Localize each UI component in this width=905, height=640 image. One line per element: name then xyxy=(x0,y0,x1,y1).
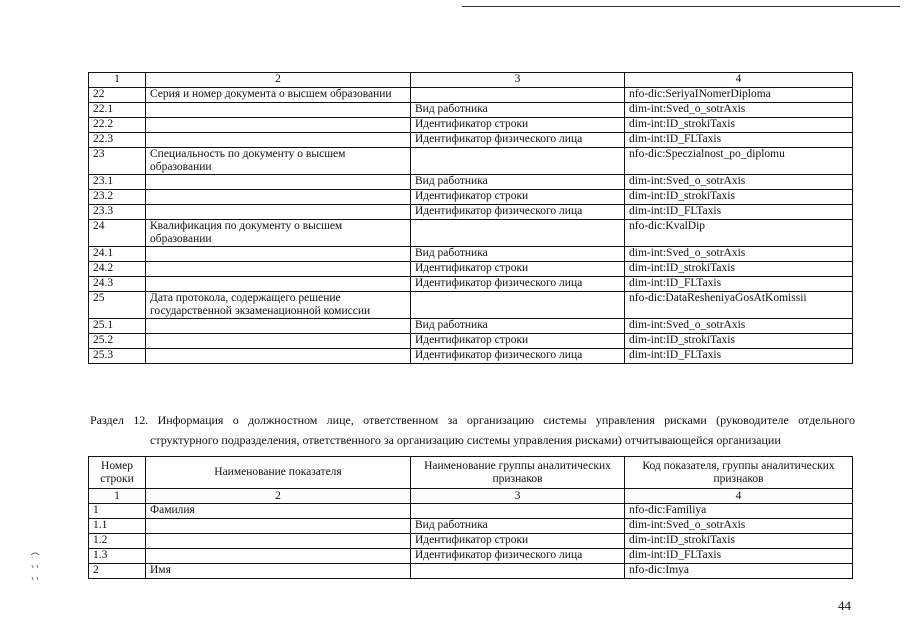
table-row xyxy=(89,519,853,534)
indicator-name-cell xyxy=(146,205,411,220)
row-number-cell: 22.1 xyxy=(89,103,146,118)
row-number-cell: 23 xyxy=(89,148,146,175)
indicator-name-cell xyxy=(146,519,411,534)
scan-artifact-icon xyxy=(28,551,42,587)
code-cell: dim-int:ID_FLTaxis xyxy=(625,205,853,220)
row-number-cell: 22 xyxy=(89,88,146,103)
table1-col-number-2: 2 xyxy=(146,73,411,88)
code-cell: dim-int:Sved_o_sotrAxis xyxy=(625,519,853,534)
table-row xyxy=(89,349,853,364)
table-row xyxy=(89,103,853,118)
page-number: 44 xyxy=(838,598,851,613)
indicator-name-cell: Квалификация по документу о высшем образовании xyxy=(146,220,411,247)
code-cell: dim-int:Sved_o_sotrAxis xyxy=(625,175,853,190)
group-name-cell xyxy=(411,148,625,175)
group-name-cell: Идентификатор строки xyxy=(411,262,625,277)
group-name-cell: Вид работника xyxy=(411,103,625,118)
code-cell: dim-int:ID_FLTaxis xyxy=(625,549,853,564)
row-number-cell: 1.1 xyxy=(89,519,146,534)
group-name-cell: Идентификатор физического лица xyxy=(411,549,625,564)
col-number-4: 4 xyxy=(625,489,853,504)
code-cell: dim-int:ID_strokiTaxis xyxy=(625,262,853,277)
indicator-name-cell xyxy=(146,334,411,349)
table-row xyxy=(89,564,853,579)
group-name-cell: Идентификатор строки xyxy=(411,534,625,549)
table-row xyxy=(89,319,853,334)
col-header-group-name: Наименование группы аналитических признаков xyxy=(411,457,625,489)
row-number-cell: 25.2 xyxy=(89,334,146,349)
table1-col-number-3: 3 xyxy=(411,73,625,88)
code-cell: dim-int:Sved_o_sotrAxis xyxy=(625,319,853,334)
section-12-title xyxy=(90,410,855,450)
indicator-name-cell: Дата протокола, содержащего решение государственной экзаменационной комиссии xyxy=(146,292,411,319)
group-name-cell xyxy=(411,88,625,103)
group-name-cell xyxy=(411,564,625,579)
row-number-cell: 22.3 xyxy=(89,133,146,148)
row-number-cell: 23.2 xyxy=(89,190,146,205)
table1-col-number-4: 4 xyxy=(625,73,853,88)
table-row xyxy=(89,292,853,319)
indicator-name-cell xyxy=(146,549,411,564)
row-number-cell: 23.1 xyxy=(89,175,146,190)
col-number-3: 3 xyxy=(411,489,625,504)
section-title-line2: структурного подразделения, ответственного за организацию системы управления рисками) отчитывающейся организации xyxy=(150,433,781,447)
group-name-cell: Идентификатор строки xyxy=(411,334,625,349)
table-row xyxy=(89,504,853,519)
group-name-cell xyxy=(411,292,625,319)
row-number-cell: 25 xyxy=(89,292,146,319)
table1-body xyxy=(89,73,853,364)
table-row xyxy=(89,205,853,220)
indicator-name-cell: Имя xyxy=(146,564,411,579)
group-name-cell xyxy=(411,220,625,247)
code-cell: dim-int:Sved_o_sotrAxis xyxy=(625,103,853,118)
table-row xyxy=(89,334,853,349)
code-cell: dim-int:ID_FLTaxis xyxy=(625,133,853,148)
code-cell: nfo-dic:KvalDip xyxy=(625,220,853,247)
indicator-name-cell: Фамилия xyxy=(146,504,411,519)
code-cell: dim-int:ID_FLTaxis xyxy=(625,349,853,364)
code-cell: dim-int:ID_FLTaxis xyxy=(625,277,853,292)
row-number-cell: 1.3 xyxy=(89,549,146,564)
code-cell: dim-int:ID_strokiTaxis xyxy=(625,118,853,133)
code-cell: nfo-dic:Speczialnost_po_diplomu xyxy=(625,148,853,175)
group-name-cell: Вид работника xyxy=(411,519,625,534)
table-row xyxy=(89,220,853,247)
code-cell: nfo-dic:Imya xyxy=(625,564,853,579)
scan-margin-mark xyxy=(28,551,42,587)
code-cell: dim-int:ID_strokiTaxis xyxy=(625,534,853,549)
indicator-name-cell xyxy=(146,175,411,190)
code-cell: dim-int:Sved_o_sotrAxis xyxy=(625,247,853,262)
group-name-cell: Вид работника xyxy=(411,247,625,262)
table2-body xyxy=(89,504,853,579)
table-row xyxy=(89,247,853,262)
group-name-cell: Идентификатор физического лица xyxy=(411,205,625,220)
indicator-name-cell: Специальность по документу о высшем образовании xyxy=(146,148,411,175)
code-cell: nfo-dic:Familiya xyxy=(625,504,853,519)
code-cell: nfo-dic:DataResheniyaGosAtKomissii xyxy=(625,292,853,319)
indicator-name-cell xyxy=(146,103,411,118)
table-row xyxy=(89,118,853,133)
indicator-name-cell xyxy=(146,534,411,549)
group-name-cell: Вид работника xyxy=(411,319,625,334)
table-row xyxy=(89,88,853,103)
table2-header xyxy=(89,457,853,504)
row-number-cell: 2 xyxy=(89,564,146,579)
row-number-cell: 25.1 xyxy=(89,319,146,334)
group-name-cell: Идентификатор физического лица xyxy=(411,133,625,148)
group-name-cell: Вид работника xyxy=(411,175,625,190)
col-number-1: 1 xyxy=(89,489,146,504)
table1-col-number-1: 1 xyxy=(89,73,146,88)
table-row xyxy=(89,148,853,175)
table-section-11-continued xyxy=(88,72,853,364)
col-number-2: 2 xyxy=(146,489,411,504)
group-name-cell: Идентификатор физического лица xyxy=(411,349,625,364)
indicator-name-cell xyxy=(146,262,411,277)
table-row xyxy=(89,549,853,564)
table-row xyxy=(89,133,853,148)
indicator-name-cell xyxy=(146,277,411,292)
table-row xyxy=(89,175,853,190)
indicator-name-cell xyxy=(146,133,411,148)
table-row xyxy=(89,534,853,549)
row-number-cell: 24.2 xyxy=(89,262,146,277)
indicator-name-cell: Серия и номер документа о высшем образовании xyxy=(146,88,411,103)
code-cell: dim-int:ID_strokiTaxis xyxy=(625,190,853,205)
indicator-name-cell xyxy=(146,118,411,133)
group-name-cell xyxy=(411,504,625,519)
table-row xyxy=(89,262,853,277)
group-name-cell: Идентификатор физического лица xyxy=(411,277,625,292)
col-header-row-number: Номер строки xyxy=(89,457,146,489)
top-rule xyxy=(462,6,900,7)
code-cell: dim-int:ID_strokiTaxis xyxy=(625,334,853,349)
row-number-cell: 24.1 xyxy=(89,247,146,262)
row-number-cell: 1.2 xyxy=(89,534,146,549)
col-header-indicator-name: Наименование показателя xyxy=(146,457,411,489)
table1-header-row xyxy=(89,73,853,88)
section-title-line1: Раздел 12. Информация о должностном лице, ответственном за организацию системы управления рисками (руководителе отдельного xyxy=(90,413,855,427)
row-number-cell: 23.3 xyxy=(89,205,146,220)
group-name-cell: Идентификатор строки xyxy=(411,190,625,205)
table-row xyxy=(89,190,853,205)
indicator-name-cell xyxy=(146,349,411,364)
row-number-cell: 25.3 xyxy=(89,349,146,364)
row-number-cell: 24.3 xyxy=(89,277,146,292)
indicator-name-cell xyxy=(146,319,411,334)
table-row xyxy=(89,277,853,292)
row-number-cell: 22.2 xyxy=(89,118,146,133)
col-header-code: Код показателя, группы аналитических признаков xyxy=(625,457,853,489)
indicator-name-cell xyxy=(146,247,411,262)
row-number-cell: 1 xyxy=(89,504,146,519)
table-section-12 xyxy=(88,456,853,579)
indicator-name-cell xyxy=(146,190,411,205)
code-cell: nfo-dic:SeriyaINomerDiploma xyxy=(625,88,853,103)
group-name-cell: Идентификатор строки xyxy=(411,118,625,133)
row-number-cell: 24 xyxy=(89,220,146,247)
